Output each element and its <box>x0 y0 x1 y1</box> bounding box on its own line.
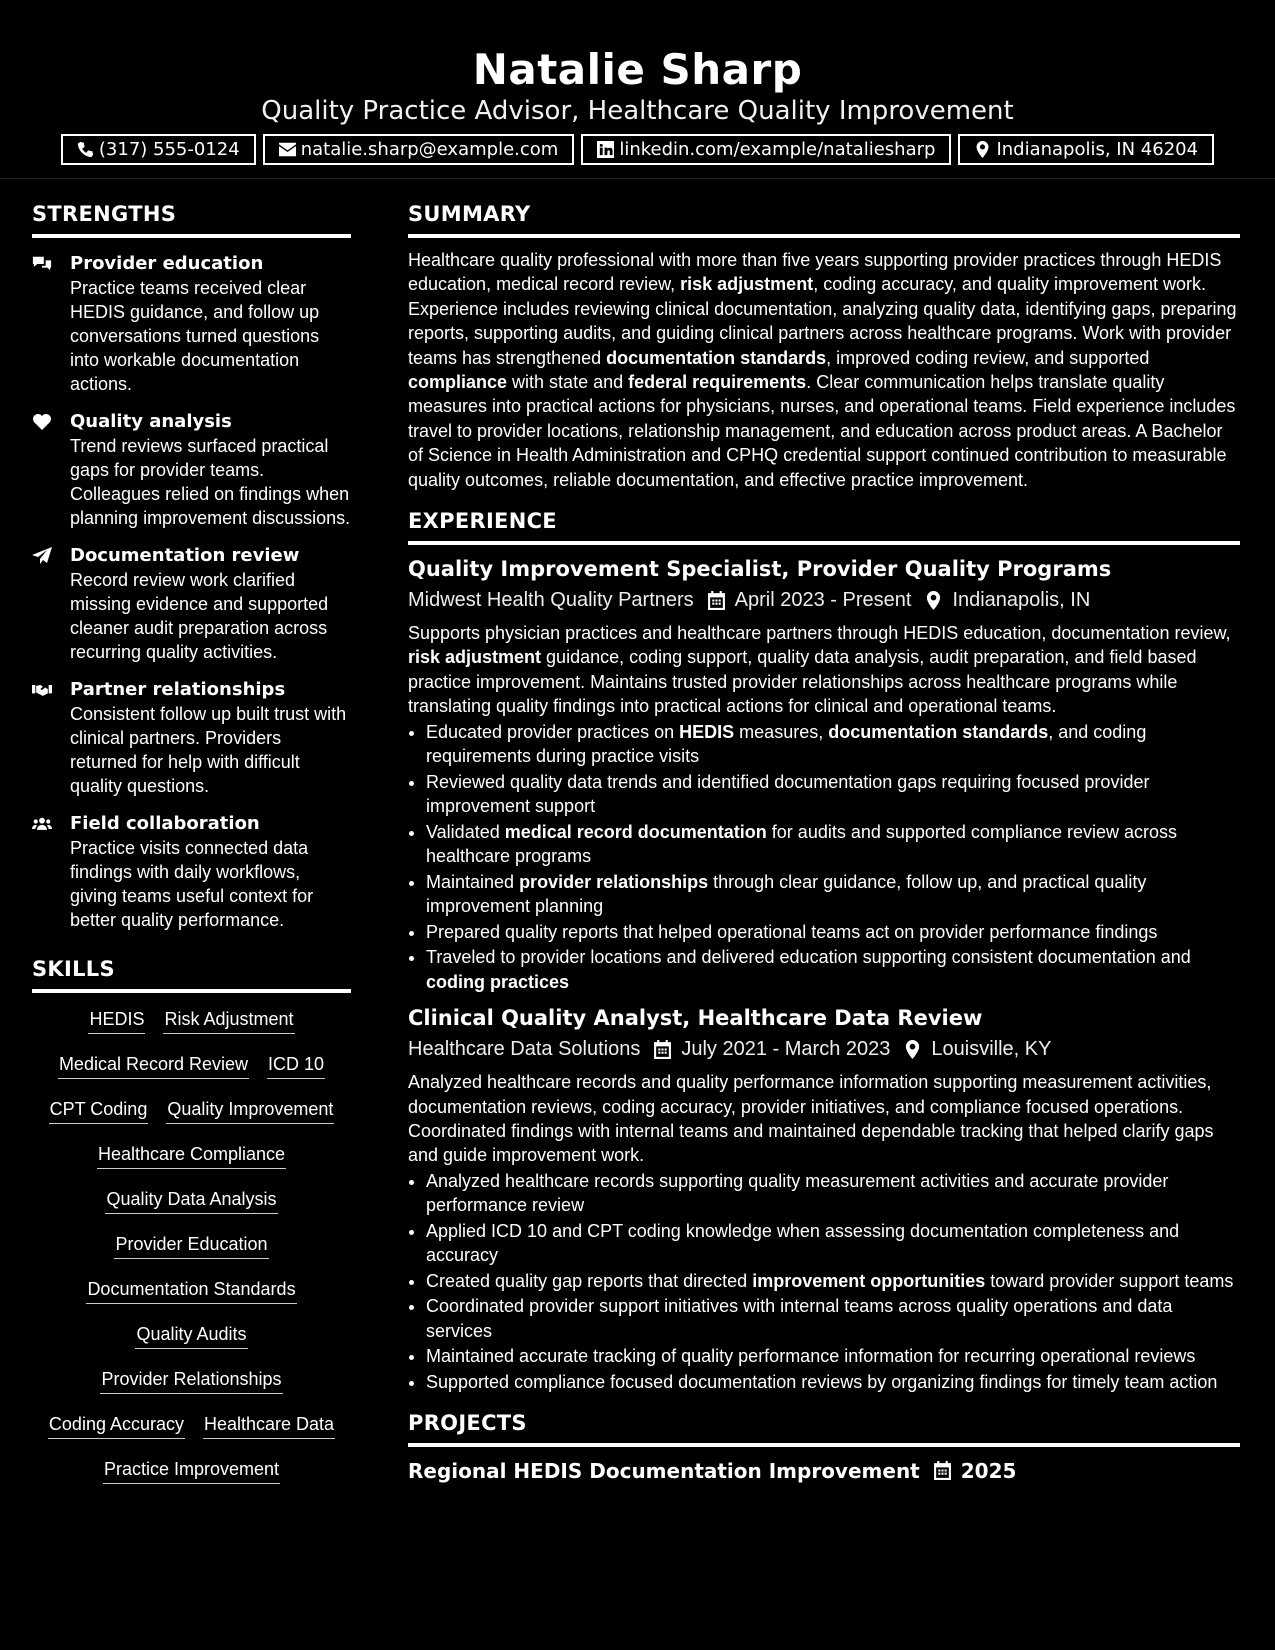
calendar-icon <box>934 1461 951 1480</box>
skill-tag: HEDIS <box>88 1007 145 1034</box>
strength-title: Field collaboration <box>70 813 260 834</box>
contact-phone[interactable] <box>61 134 256 165</box>
list-item: • Coordinated provider support initiatives with internal teams across quality operations and data services <box>426 1294 1240 1343</box>
map-pin-icon <box>925 591 942 610</box>
job-meta <box>408 1035 1240 1063</box>
chat-bubbles-icon <box>32 252 70 396</box>
strength-item <box>32 678 351 798</box>
skill-tag: Provider Relationships <box>100 1367 282 1394</box>
skill-tag: Quality Improvement <box>166 1097 334 1124</box>
job-meta <box>408 586 1240 614</box>
strength-item <box>32 252 351 396</box>
linkedin-icon <box>597 141 614 158</box>
job-dates: July 2021 - March 2023 <box>681 1038 891 1061</box>
list-item: • Educated provider practices on HEDIS measures, documentation standards, and coding requirements during practice visits <box>426 720 1240 769</box>
envelope-icon <box>279 141 296 158</box>
phone-icon <box>77 141 94 158</box>
map-pin-icon <box>904 1040 921 1059</box>
skill-tag: Medical Record Review <box>58 1052 249 1079</box>
skill-tag: Healthcare Data <box>203 1412 335 1439</box>
list-item: • Applied ICD 10 and CPT coding knowledge when assessing documentation completeness and accuracy <box>426 1219 1240 1268</box>
projects-heading: PROJECTS <box>408 1396 1240 1447</box>
strength-item <box>32 544 351 664</box>
strength-description: Practice visits connected data findings with daily workflows, giving teams useful context for better quality performance. <box>70 838 314 930</box>
summary-heading: SUMMARY <box>408 178 1240 238</box>
contact-email-text: natalie.sharp@example.com <box>300 139 559 160</box>
strength-description: Practice teams received clear HEDIS guidance, and follow up conversations turned questions into workable documentation actions. <box>70 278 320 394</box>
resume-header <box>0 0 1275 179</box>
list-item: • Traveled to provider locations and delivered education supporting consistent documentation and coding practices <box>426 945 1240 994</box>
contact-email[interactable] <box>263 134 575 165</box>
strength-item <box>32 410 351 530</box>
list-item: • Validated medical record documentation for audits and supported compliance review across healthcare programs <box>426 820 1240 869</box>
list-item: • Prepared quality reports that helped operational teams act on provider performance findings <box>426 920 1240 944</box>
job-location: Indianapolis, IN <box>952 589 1091 612</box>
sidebar <box>32 178 351 1498</box>
candidate-name: Natalie Sharp <box>472 45 803 94</box>
contact-phone-text: (317) 555-0124 <box>98 139 240 160</box>
strength-title: Provider education <box>70 253 264 274</box>
candidate-headline: Quality Practice Advisor, Healthcare Quality Improvement <box>261 96 1014 126</box>
project-title: Regional HEDIS Documentation Improvement <box>408 1458 920 1483</box>
skill-tag: Practice Improvement <box>103 1457 280 1484</box>
strength-description: Consistent follow up built trust with clinical partners. Providers returned for help with difficult quality questions. <box>70 704 347 796</box>
company-name: Healthcare Data Solutions <box>408 1038 641 1061</box>
list-item: • Analyzed healthcare records supporting quality measurement activities and accurate provider performance review <box>426 1169 1240 1218</box>
list-item: • Reviewed quality data trends and identified documentation gaps requiring focused provider improvement support <box>426 770 1240 819</box>
skill-tag: Quality Data Analysis <box>105 1187 277 1214</box>
calendar-icon <box>654 1040 671 1059</box>
strength-description: Record review work clarified missing evidence and supported cleaner audit preparation across recurring quality activities. <box>70 570 329 662</box>
job-bullets <box>408 1169 1240 1395</box>
skills-list <box>32 993 351 1498</box>
skill-tag: Risk Adjustment <box>163 1007 294 1034</box>
map-pin-icon <box>974 141 991 158</box>
skill-tag: ICD 10 <box>267 1052 325 1079</box>
main-column <box>408 178 1240 1485</box>
project-entry <box>408 1457 1240 1485</box>
job-dates: April 2023 - Present <box>734 589 912 612</box>
skill-tag: CPT Coding <box>49 1097 149 1124</box>
strength-title: Quality analysis <box>70 411 232 432</box>
calendar-icon <box>708 591 725 610</box>
strength-description: Trend reviews surfaced practical gaps for provider teams. Colleagues relied on findings when planning improvement discussions. <box>70 436 351 528</box>
job-description: Analyzed healthcare records and quality performance information supporting measurement activities, documentation reviews, coding accuracy, provider initiatives, and compliance focused operations. Coordinated findings with internal teams and maintained dependable tracking that helped clarify gaps and guide improvement work. <box>408 1072 1214 1166</box>
strength-item <box>32 812 351 932</box>
skill-tag: Healthcare Compliance <box>97 1142 286 1169</box>
job-entry <box>408 555 1240 994</box>
list-item: • Maintained accurate tracking of quality performance information for recurring operational reviews <box>426 1344 1240 1368</box>
contact-linkedin-text: linkedin.com/example/nataliesharp <box>619 139 936 160</box>
strengths-heading: STRENGTHS <box>32 178 351 238</box>
job-location: Louisville, KY <box>931 1038 1052 1061</box>
paper-plane-icon <box>32 544 70 664</box>
strength-title: Partner relationships <box>70 679 286 700</box>
skill-tag: Documentation Standards <box>86 1277 296 1304</box>
list-item: • Supported compliance focused documentation reviews by organizing findings for timely team action <box>426 1370 1240 1394</box>
company-name: Midwest Health Quality Partners <box>408 589 694 612</box>
contact-location-text: Indianapolis, IN 46204 <box>996 139 1199 160</box>
list-item: • Created quality gap reports that directed improvement opportunities toward provider support teams <box>426 1269 1240 1293</box>
experience-heading: EXPERIENCE <box>408 492 1240 545</box>
job-entry <box>408 1004 1240 1394</box>
skill-tag: Quality Audits <box>135 1322 247 1349</box>
contact-location[interactable] <box>958 134 1214 165</box>
heart-icon <box>32 410 70 530</box>
strength-title: Documentation review <box>70 545 300 566</box>
contact-bar <box>0 134 1275 165</box>
job-title: Clinical Quality Analyst, Healthcare Data Review <box>408 1006 983 1031</box>
summary-text: Healthcare quality professional with more than five years supporting provider practices through HEDIS education, medical record review, risk adjustment, coding accuracy, and quality improvement work. Experience includes reviewing clinical documentation, analyzing quality data, identifying gaps, preparing reports, supporting audits, and guiding clinical partners across healthcare programs. Work with provider teams has strengthened documentation standards, improved coding review, and supported compliance with state and federal requirements. Clear communication helps translate quality measures into practical actions for physicians, nurses, and operational teams. Field experience includes travel to provider locations, relationship management, and education across product areas. A Bachelor of Science in Health Administration and CPHQ credential support continued contribution to measurable quality outcomes, reliable documentation, and effective practice improvement. <box>408 250 1237 490</box>
list-item: • Maintained provider relationships through clear guidance, follow up, and practical quality improvement planning <box>426 870 1240 919</box>
users-icon <box>32 812 70 932</box>
skill-tag: Provider Education <box>114 1232 268 1259</box>
contact-linkedin[interactable] <box>581 134 951 165</box>
project-year: 2025 <box>960 1458 1017 1483</box>
skills-heading: SKILLS <box>32 932 351 993</box>
job-title: Quality Improvement Specialist, Provider Quality Programs <box>408 557 1112 582</box>
job-bullets <box>408 720 1240 994</box>
handshake-icon <box>32 678 70 798</box>
skill-tag: Coding Accuracy <box>48 1412 185 1439</box>
job-description: Supports physician practices and healthcare partners through HEDIS education, documentation review, risk adjustment guidance, coding support, quality data analysis, audit preparation, and field based practice improvement. Maintains trusted provider relationships across healthcare programs while translating quality findings into practical actions for clinical and operational teams. <box>408 623 1231 717</box>
